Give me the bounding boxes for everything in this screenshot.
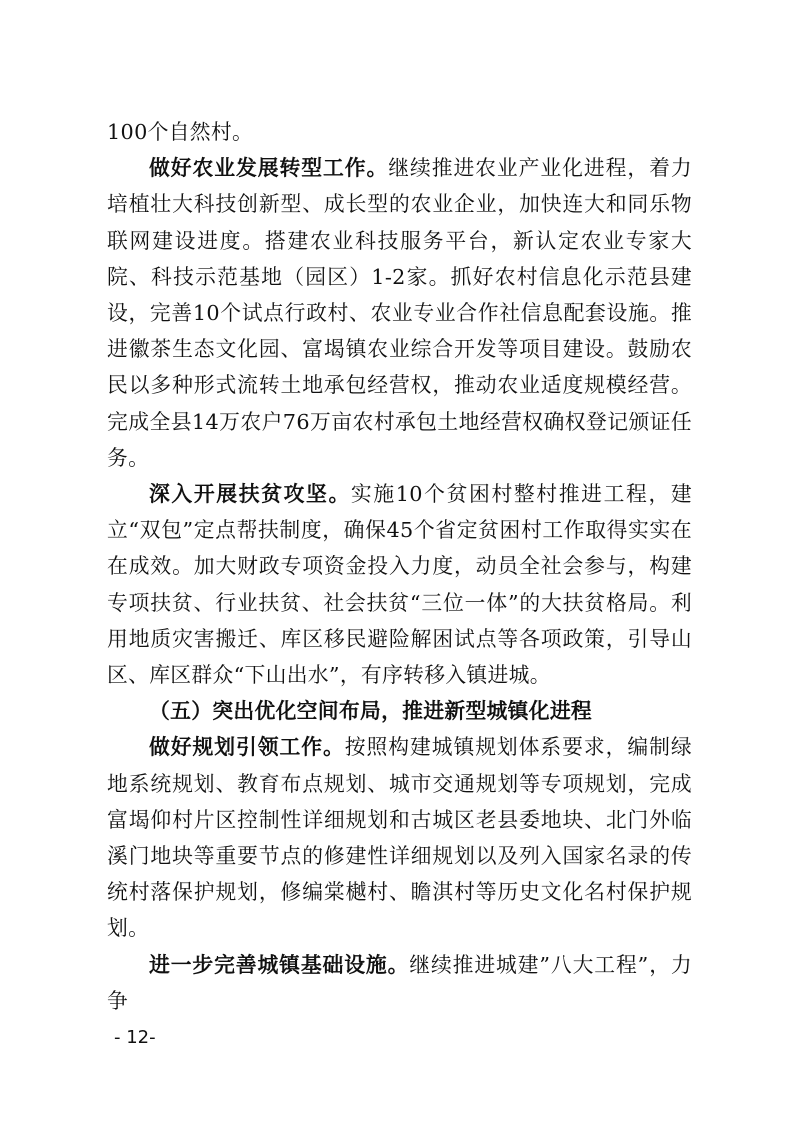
paragraph-lead: 深入开展扶贫攻坚。 [149,482,351,507]
paragraph-text: 继续推进城建”八大工程”，力争 [107,952,692,1013]
paragraph-continuation [107,114,692,150]
paragraph-text: 继续推进农业产业化进程，着力培植壮大科技创新型、成长型的农业企业，加快连大和同乐物联网建设进度。搭建农业科技服务平台，新认定农业专家大院、科技示范基地（园区）1-2家。抓好农村信息化示范县建设，完善10个试点行政村、农业专业合作社信息配套设施。推进徽茶生态文化园、富堨镇农业综合开发等项目建设。鼓励农民以多种形式流转土地承包经营权，推动农业适度规模经营。完成全县14万农户76万亩农村承包土地经营权确权登记颁证任务。 [107,156,692,470]
paragraph-lead: 做好规划引领工作。 [149,735,345,760]
paragraph-planning [107,729,692,946]
page-number: - 12- [114,1027,156,1048]
paragraph-text: 按照构建城镇规划体系要求，编制绿地系统规划、教育布点规划、城市交通规划等专项规划，完成富堨仰村片区控制性详细规划和古城区老县委地块、北门外临溪门地块等重要节点的修建性详细规划以及列入国家名录的传统村落保护规划，修编棠樾村、瞻淇村等历史文化名村保护规划。 [107,735,692,941]
paragraph-poverty-alleviation [107,476,692,693]
paragraph-lead: 进一步完善城镇基础设施。 [149,952,410,977]
paragraph-text: 实施10个贫困村整村推进工程，建立“双包”定点帮扶制度，确保45个省定贫困村工作取得实实在在成效。加大财政专项资金投入力度，动员全社会参与，构建专项扶贫、行业扶贫、社会扶贫“三位一体”的大扶贫格局。利用地质灾害搬迁、库区移民避险解困试点等各项政策，引导山区、库区群众“下山出水”，有序转移入镇进城。 [107,482,692,688]
document-body [107,114,692,1019]
paragraph-agriculture-transformation [107,150,692,476]
paragraph-lead: 做好农业发展转型工作。 [149,156,389,181]
section-heading: （五）突出优化空间布局，推进新型城镇化进程 [149,699,593,724]
paragraph-text: 100个自然村。 [107,120,254,144]
paragraph-infrastructure [107,947,692,1019]
